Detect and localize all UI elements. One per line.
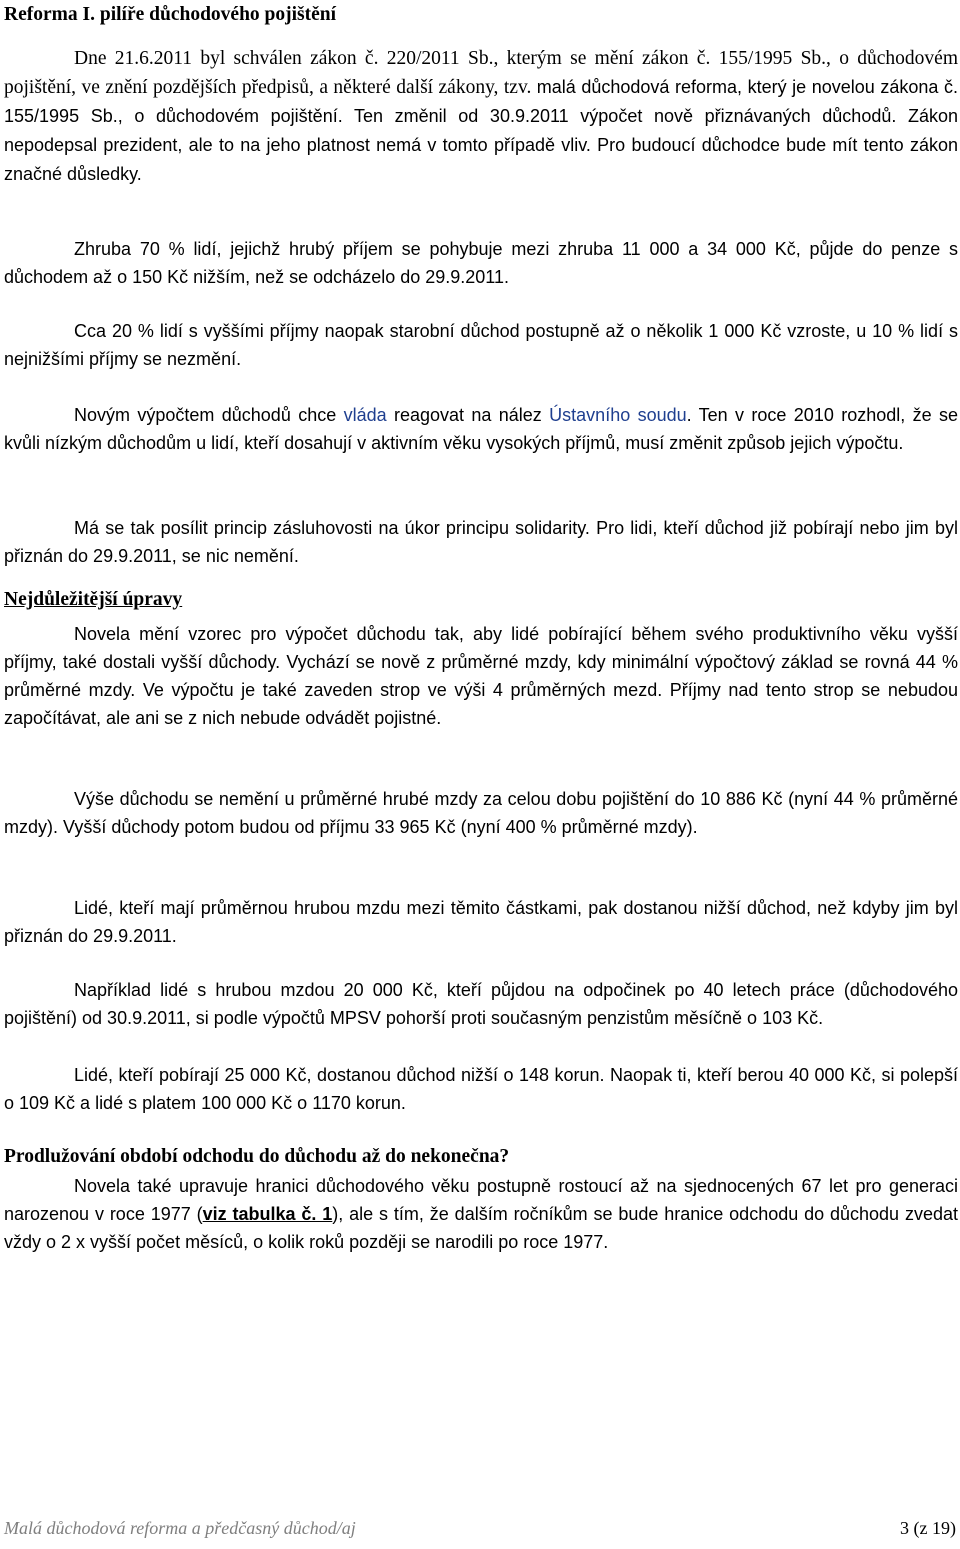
intro-text-sans: malá důchodová reforma, který je novelou zákona č. 155/1995 Sb., o důchodovém pojištění. Ten změnil od 30.9.2011 výpočet nově přiznávaných důchodů. Zákon nepodepsal prezident, ale to na jeho platnost nemá v tomto případě vliv. Pro budoucí důchodce bude mít tento zákon značné důsledky. (4, 77, 958, 184)
paragraph-middle-income: Lidé, kteří mají průměrnou hrubou mzdu mezi těmito částkami, pak dostanou nižší důchod, než kdyby jim byl přiznán do 29.9.2011. (4, 898, 958, 946)
heading-main-changes: Nejdůležitější úpravy (4, 589, 183, 610)
para11-text-b: ), ale s tím, že dalším ročníkům se bude hranice odchodu do důchodu zvedat vždy o 2 x vyšší počet měsíců, o kolik roků později se narodili po roce 1977. (4, 1204, 958, 1252)
paragraph-example-25000: Lidé, kteří pobírají 25 000 Kč, dostanou důchod nižší o 148 korun. Naopak ti, kteří berou 40 000 Kč, si polepší o 109 Kč a lidé s platem 100 000 Kč o 1170 korun. (4, 1065, 958, 1113)
paragraph-retirement-age (4, 1172, 958, 1256)
paragraph-solidarity: Má se tak posílit princip zásluhovosti na úkor principu solidarity. Pro lidi, kteří důchod již pobírají nebo jim byl přiznán do 29.9.2011, se nic nemění. (4, 518, 958, 566)
intro-paragraph (4, 45, 958, 235)
heading-retirement-age: Prodlužování období odchodu do důchodu až do nekonečna? (4, 1146, 510, 1167)
page-title: Reforma I. pilíře důchodového pojištění (4, 4, 337, 25)
table-reference-link[interactable]: viz tabulka č. 1 (202, 1204, 333, 1224)
document-page (4, 0, 958, 1256)
paragraph-income-20: Cca 20 % lidí s vyššími příjmy naopak starobní důchod postupně až o několik 1 000 Kč vzroste, u 10 % lidí s nejnižšími příjmy se nezmění. (4, 321, 958, 369)
page-footer (4, 1515, 956, 1541)
paragraph-constitutional-court (4, 401, 958, 514)
footer-page-number: 3 (z 19) (900, 1518, 956, 1538)
para4-text-a: Novým výpočtem důchodů chce (74, 405, 344, 425)
paragraph-income-70: Zhruba 70 % lidí, jejichž hrubý příjem se pohybuje mezi zhruba 11 000 a 34 000 Kč, půjde do penze s důchodem až o 150 Kč nižším, než se odcházelo do 29.9.2011. (4, 239, 958, 287)
para11-text-a: Novela také upravuje hranici důchodového věku postupně rostoucí až na sjednocených 67 let pro generaci narozenou v roce 1977 ( (4, 1176, 958, 1224)
paragraph-pension-amount: Výše důchodu se nemění u průměrné hrubé mzdy za celou dobu pojištění do 10 886 Kč (nyní 44 % průměrné mzdy). Vyšší důchody potom budou od příjmu 33 965 Kč (nyní 400 % průměrné mzdy). (4, 789, 958, 837)
paragraph-formula: Novela mění vzorec pro výpočet důchodu tak, aby lidé pobírající během svého produktivního věku vyšší příjmy, také dostali vyšší důchody. Vychází se nově z průměrné mzdy, kdy minimální výpočtový základ se rovná 44 % průměrné mzdy. Ve výpočtu je také zaveden strop ve výši 4 průměrných mezd. Příjmy nad tento strop se nebudou započítávat, ale ani se z nich nebude odvádět pojistné. (4, 624, 958, 728)
footer-document-title: Malá důchodová reforma a předčasný důchod/aj (4, 1518, 356, 1538)
para4-text-c: . Ten v roce 2010 rozhodl, že se kvůli nízkým důchodům u lidí, kteří dosahují v aktivním věku vysokých příjmů, musí změnit způsob jejich výpočtu. (4, 405, 958, 453)
para4-text-b: reagovat na nález (386, 405, 550, 425)
intro-text-serif: Dne 21.6.2011 byl schválen zákon č. 220/2011 Sb., kterým se mění zákon č. 155/1995 Sb., o důchodovém pojištění, ve znění pozdějších předpisů, a některé další zákony, tzv. (4, 48, 958, 98)
link-ustavni-soud[interactable]: Ústavního soudu (549, 405, 687, 425)
paragraph-example-20000: Například lidé s hrubou mzdou 20 000 Kč, kteří půjdou na odpočinek po 40 letech práce (důchodového pojištění) od 30.9.2011, si podle výpočtů MPSV pohorší proti současným penzistům měsíčně o 103 Kč. (4, 980, 958, 1028)
link-vlada[interactable]: vláda (343, 405, 387, 425)
